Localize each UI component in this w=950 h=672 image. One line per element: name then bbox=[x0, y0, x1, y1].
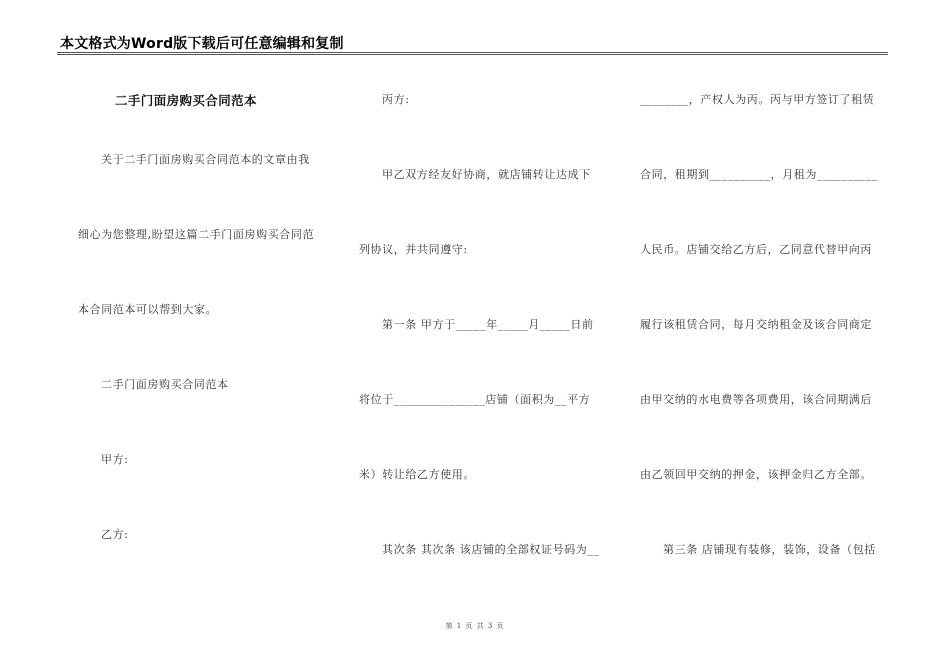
paragraph-line: 本合同范本可以帮到大家。 bbox=[78, 303, 218, 316]
clause-line: 第一条 甲方于_____年_____月_____日前 bbox=[382, 318, 594, 331]
clause-line: 履行该租赁合同，每月交纳租金及该合同商定 bbox=[640, 318, 872, 331]
paragraph-line: 甲乙双方经友好协商，就店铺转让达成下 bbox=[382, 168, 591, 181]
section-heading: 二手门面房购买合同范本 bbox=[101, 378, 229, 391]
paragraph-line: 列协议，并共同遵守: bbox=[359, 243, 468, 256]
paragraph-line: 细心为您整理,盼望这篇二手门面房购买合同范 bbox=[78, 228, 315, 241]
clause-line: 将位于_______________店铺（面积为__平方 bbox=[359, 393, 591, 406]
document-title: 二手门面房购买合同范本 bbox=[115, 93, 257, 108]
clause-line: 米）转让给乙方使用。 bbox=[359, 468, 475, 481]
clause-line: 由乙领回甲交纳的押金，该押金归乙方全部。 bbox=[640, 468, 872, 481]
clause-line: 合同，租期到__________，月租为__________ bbox=[640, 168, 878, 181]
clause-line: 第三条 店铺现有装修，装饰，设备（包括 bbox=[663, 543, 876, 556]
page-number: 第 1 页 共 3 页 bbox=[445, 622, 505, 630]
header-divider-top bbox=[57, 52, 888, 53]
header-divider-bottom bbox=[57, 54, 888, 55]
clause-line: ________，产权人为丙。丙与甲方签订了租赁 bbox=[640, 93, 875, 106]
document-header-title: 本文格式为Word版下载后可任意编辑和复制 bbox=[60, 36, 344, 52]
clause-line: 由甲交纳的水电费等各项费用，该合同期满后 bbox=[640, 393, 872, 406]
clause-line: 人民币。店铺交给乙方后，乙同意代替甲向丙 bbox=[640, 243, 872, 256]
party-a-label: 甲方: bbox=[101, 453, 129, 466]
clause-line: 其次条 其次条 该店铺的全部权证号码为__ bbox=[382, 543, 600, 556]
party-b-label: 乙方: bbox=[101, 528, 129, 541]
party-c-label: 丙方: bbox=[382, 93, 410, 106]
paragraph-line: 关于二手门面房购买合同范本的文章由我 bbox=[101, 153, 310, 166]
